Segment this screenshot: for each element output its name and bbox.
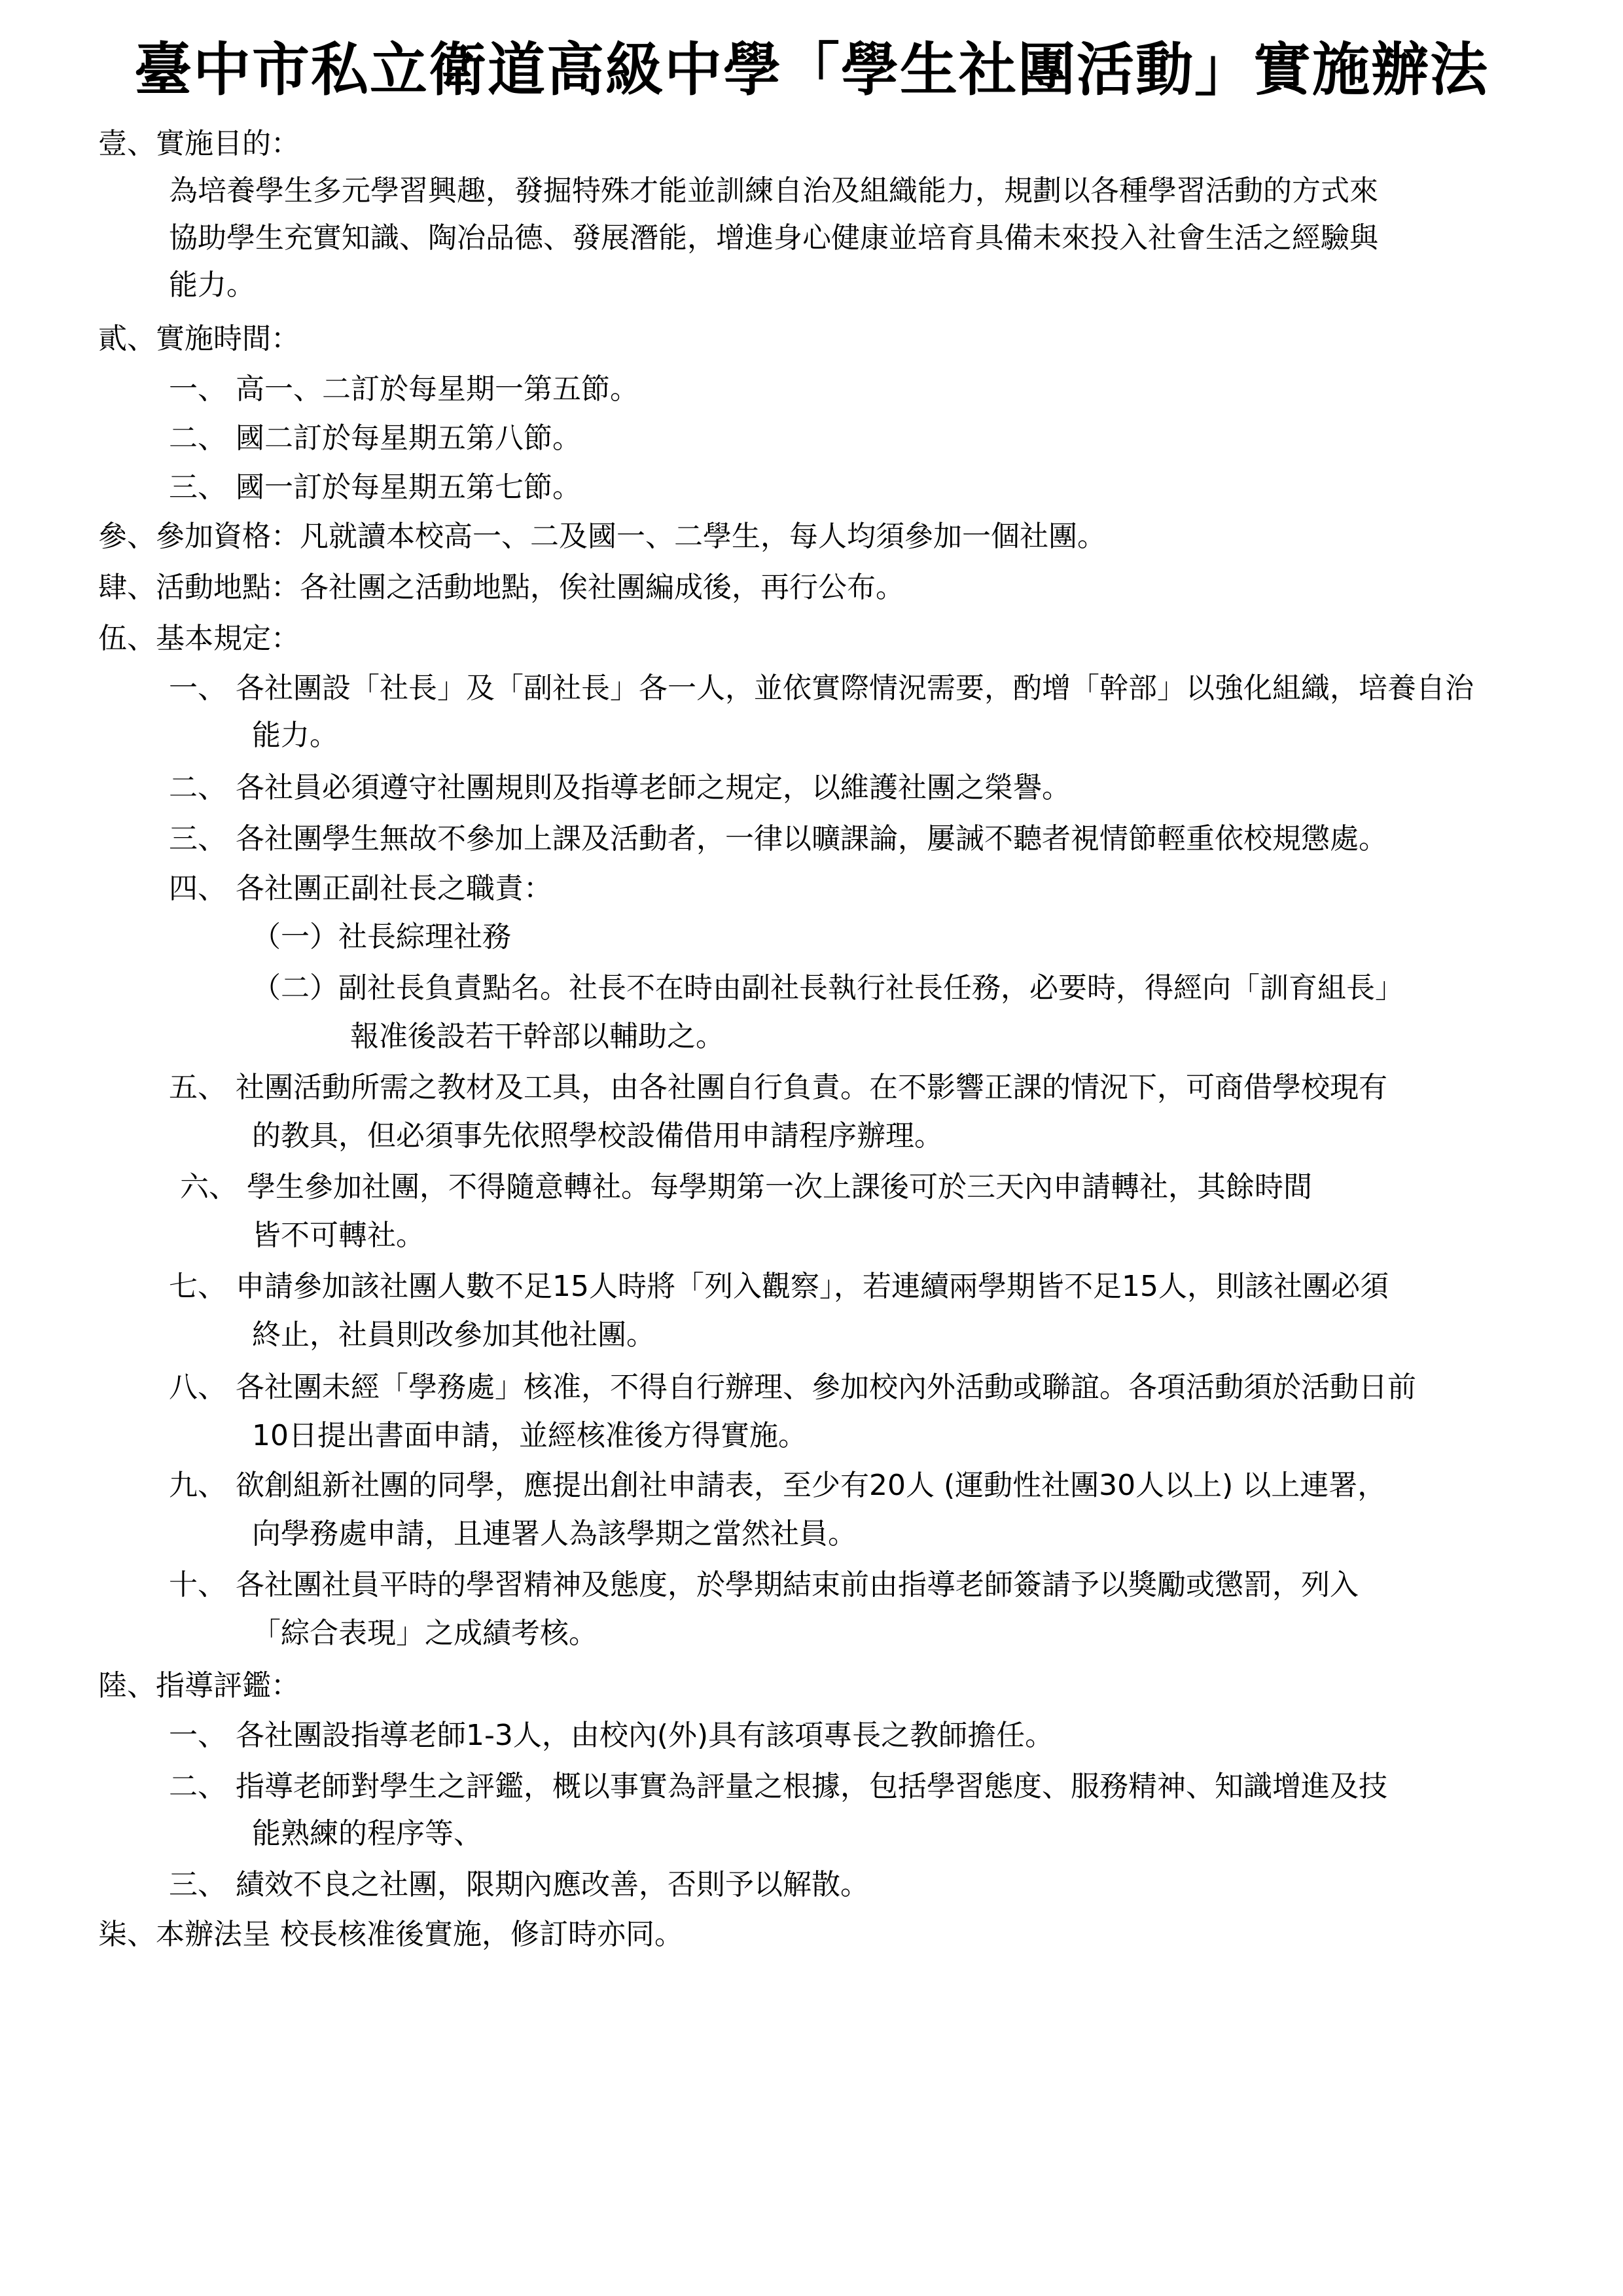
sub-item: （二）副社長負責點名。社長不在時由副社長執行社長任務，必要時，得經向「訓育組長」 (252, 971, 1404, 1005)
sub-item-continuation: 報准後設若干幹部以輔助之。 (350, 1020, 724, 1053)
list-item: 三、 國一訂於每星期五第七節。 (169, 471, 581, 504)
section-heading-evaluation: 陸、指導評鑑： (98, 1669, 300, 1702)
section-heading-schedule: 貳、實施時間： (98, 322, 300, 355)
section-heading-rules: 伍、基本規定： (98, 622, 300, 655)
list-item-continuation: 「綜合表現」之成績考核。 (252, 1617, 597, 1650)
list-item-continuation: 終止，社員則改參加其他社團。 (252, 1318, 655, 1352)
list-item: 一、 各社團設「社長」及「副社長」各一人，並依實際情況需要，酌增「幹部」以強化組織，培養自治 (169, 672, 1474, 705)
list-item: 八、 各社團未經「學務處」核准，不得自行辦理、參加校內外活動或聯誼。各項活動須於活動日前 (169, 1371, 1416, 1404)
paragraph-line: 協助學生充實知識、陶冶品德、發展潛能，增進身心健康並培育具備未來投入社會生活之經驗與 (169, 221, 1378, 255)
sub-item: （一）社長綜理社務 (252, 920, 511, 954)
list-item: 九、 欲創組新社團的同學，應提出創社申請表，至少有20人 (運動性社團30人以上) 以上連署， (169, 1469, 1387, 1502)
list-item-continuation: 能力。 (252, 719, 338, 752)
section-heading-purpose: 壹、實施目的： (98, 127, 300, 160)
paragraph-line: 能力。 (169, 268, 255, 302)
list-item: 一、 各社團設指導老師1-3人，由校內(外)具有該項專長之教師擔任。 (169, 1719, 1054, 1752)
section-approval: 柒、本辦法呈 校長核准後實施，修訂時亦同。 (98, 1918, 683, 1951)
list-item: 十、 各社團社員平時的學習精神及態度，於學期結束前由指導老師簽請予以獎勵或懲罰，列入 (169, 1568, 1359, 1602)
list-item: 五、 社團活動所需之教材及工具，由各社團自行負責。在不影響正課的情況下，可商借學校現有 (169, 1071, 1387, 1104)
section-location: 肆、活動地點：各社團之活動地點，俟社團編成後，再行公布。 (98, 571, 904, 604)
list-item-continuation: 10日提出書面申請，並經核准後方得實施。 (252, 1419, 807, 1452)
list-item: 四、 各社團正副社長之職責： (169, 872, 552, 905)
list-item: 二、 各社員必須遵守社團規則及指導老師之規定，以維護社團之榮譽。 (169, 771, 1071, 804)
list-item-continuation: 向學務處申請，且連署人為該學期之當然社員。 (252, 1517, 857, 1551)
list-item: 六、 學生參加社團，不得隨意轉社。每學期第一次上課後可於三天內申請轉社，其餘時間 (180, 1170, 1312, 1204)
paragraph-line: 為培養學生多元學習興趣，發掘特殊才能並訓練自治及組織能力，規劃以各種學習活動的方式來 (169, 174, 1378, 207)
list-item: 二、 國二訂於每星期五第八節。 (169, 422, 581, 455)
list-item: 七、 申請參加該社團人數不足15人時將「列入觀察」，若連續兩學期皆不足15人，則該社團必須 (169, 1270, 1389, 1303)
list-item: 三、 各社團學生無故不參加上課及活動者，一律以曠課論，屢誡不聽者視情節輕重依校規懲處。 (169, 822, 1387, 855)
section-eligibility: 參、參加資格：凡就讀本校高一、二及國一、二學生，每人均須參加一個社團。 (98, 520, 1106, 553)
list-item-continuation: 皆不可轉社。 (252, 1219, 425, 1252)
list-item-continuation: 能熟練的程序等、 (252, 1817, 482, 1850)
page-title: 臺中市私立衛道高級中學「學生社團活動」實施辦法 (134, 36, 1489, 103)
list-item: 二、 指導老師對學生之評鑑，概以事實為評量之根據，包括學習態度、服務精神、知識增進及技 (169, 1770, 1387, 1803)
list-item: 三、 績效不良之社團，限期內應改善，否則予以解散。 (169, 1868, 869, 1901)
list-item-continuation: 的教具，但必須事先依照學校設備借用申請程序辦理。 (252, 1119, 943, 1153)
list-item: 一、 高一、二訂於每星期一第五節。 (169, 372, 639, 406)
